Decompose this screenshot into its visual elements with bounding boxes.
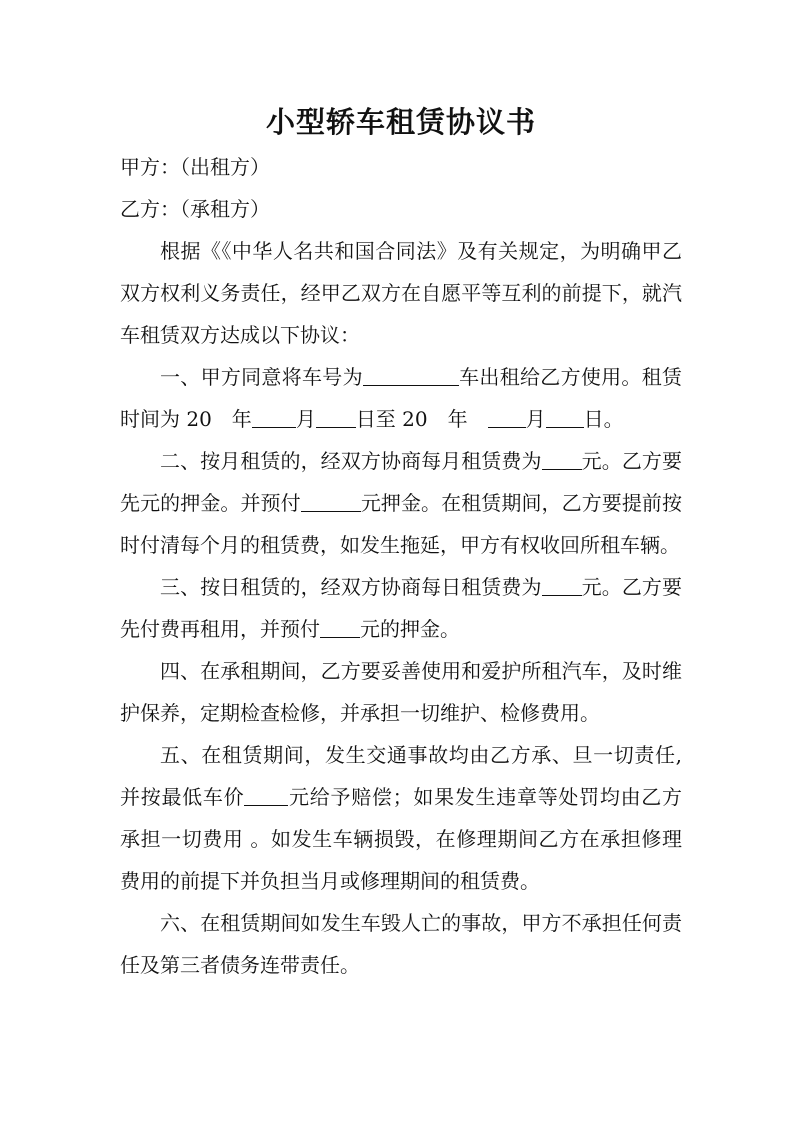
preamble-paragraph: 根据《《中华人名共和国合同法》及有关规定，为明确甲乙双方权利义务责任，经甲乙双方在自愿平等互利的前提下，就汽车租赁双方达成以下协议： xyxy=(120,239,682,347)
daily-deposit-blank xyxy=(320,615,360,638)
end-day-blank xyxy=(546,405,584,428)
party-a-line: 甲方：（出租方） xyxy=(120,155,270,179)
clause-5-paragraph xyxy=(120,734,682,902)
clause-3-text-b: 元。乙方要先付费再租用，并预付 xyxy=(120,575,683,641)
clause-1-text-f: 月 xyxy=(525,407,546,431)
end-month-blank xyxy=(488,405,526,428)
clause-2-text-c: 元押金。在租赁期间，乙方要提前按时付清每个月的租赁费，如发生拖延，甲方有权收回所租车辆。 xyxy=(120,491,683,557)
party-b-line: 乙方：（承租方） xyxy=(120,197,270,221)
clause-3-paragraph xyxy=(120,566,682,650)
clause-1-paragraph xyxy=(120,356,682,440)
clause-2-text-a: 二、按月租赁的，经双方协商每月租赁费为 xyxy=(160,449,542,473)
clause-6-paragraph: 六、在租赁期间如发生车毁人亡的事故，甲方不承担任何责任及第三者债务连带责任。 xyxy=(120,911,682,977)
clause-2-paragraph xyxy=(120,440,682,566)
clause-1-text-d: 月 xyxy=(295,407,316,431)
clause-1-text-b: 车出租给乙方使用。 xyxy=(458,365,642,389)
start-day-blank xyxy=(316,405,356,428)
clause-1-text-a: 一、甲方同意将车号为 xyxy=(160,365,363,389)
monthly-fee-blank xyxy=(542,447,582,470)
min-price-blank xyxy=(244,783,288,806)
clause-4-paragraph: 四、在承租期间，乙方要妥善使用和爱护所租汽车，及时维护保养，定期检查检修，并承担一切维护、检修费用。 xyxy=(120,659,682,725)
clause-1-text-e: 日至 20 年 xyxy=(355,407,488,431)
monthly-deposit-blank xyxy=(301,489,361,512)
car-number-blank xyxy=(363,363,459,386)
start-month-blank xyxy=(252,405,296,428)
clause-1-text-c: 租赁时间为 20 年 xyxy=(120,365,683,431)
clause-3-text-c: 元的押金。 xyxy=(360,617,460,641)
clause-2-text-b: 元。乙方要先元的押金。并预付 xyxy=(120,449,683,515)
clause-5-text-b: 元给予赔偿；如果发生违章等处罚均由乙方承担一切费用 。如发生车辆损毁，在修理期间乙方在承担修理费用的前提下并负担当月或修理期间的租赁费。 xyxy=(120,785,683,893)
clause-3-text-a: 三、按日租赁的，经双方协商每日租赁费为 xyxy=(160,575,542,599)
document-title: 小型轿车租赁协议书 xyxy=(265,105,536,139)
daily-fee-blank xyxy=(542,573,582,596)
clause-5-text-a: 五、在租赁期间，发生交通事故均由乙方承、旦一切责任,并按最低车价 xyxy=(120,743,682,809)
clause-1-text-g: 日。 xyxy=(583,407,624,431)
